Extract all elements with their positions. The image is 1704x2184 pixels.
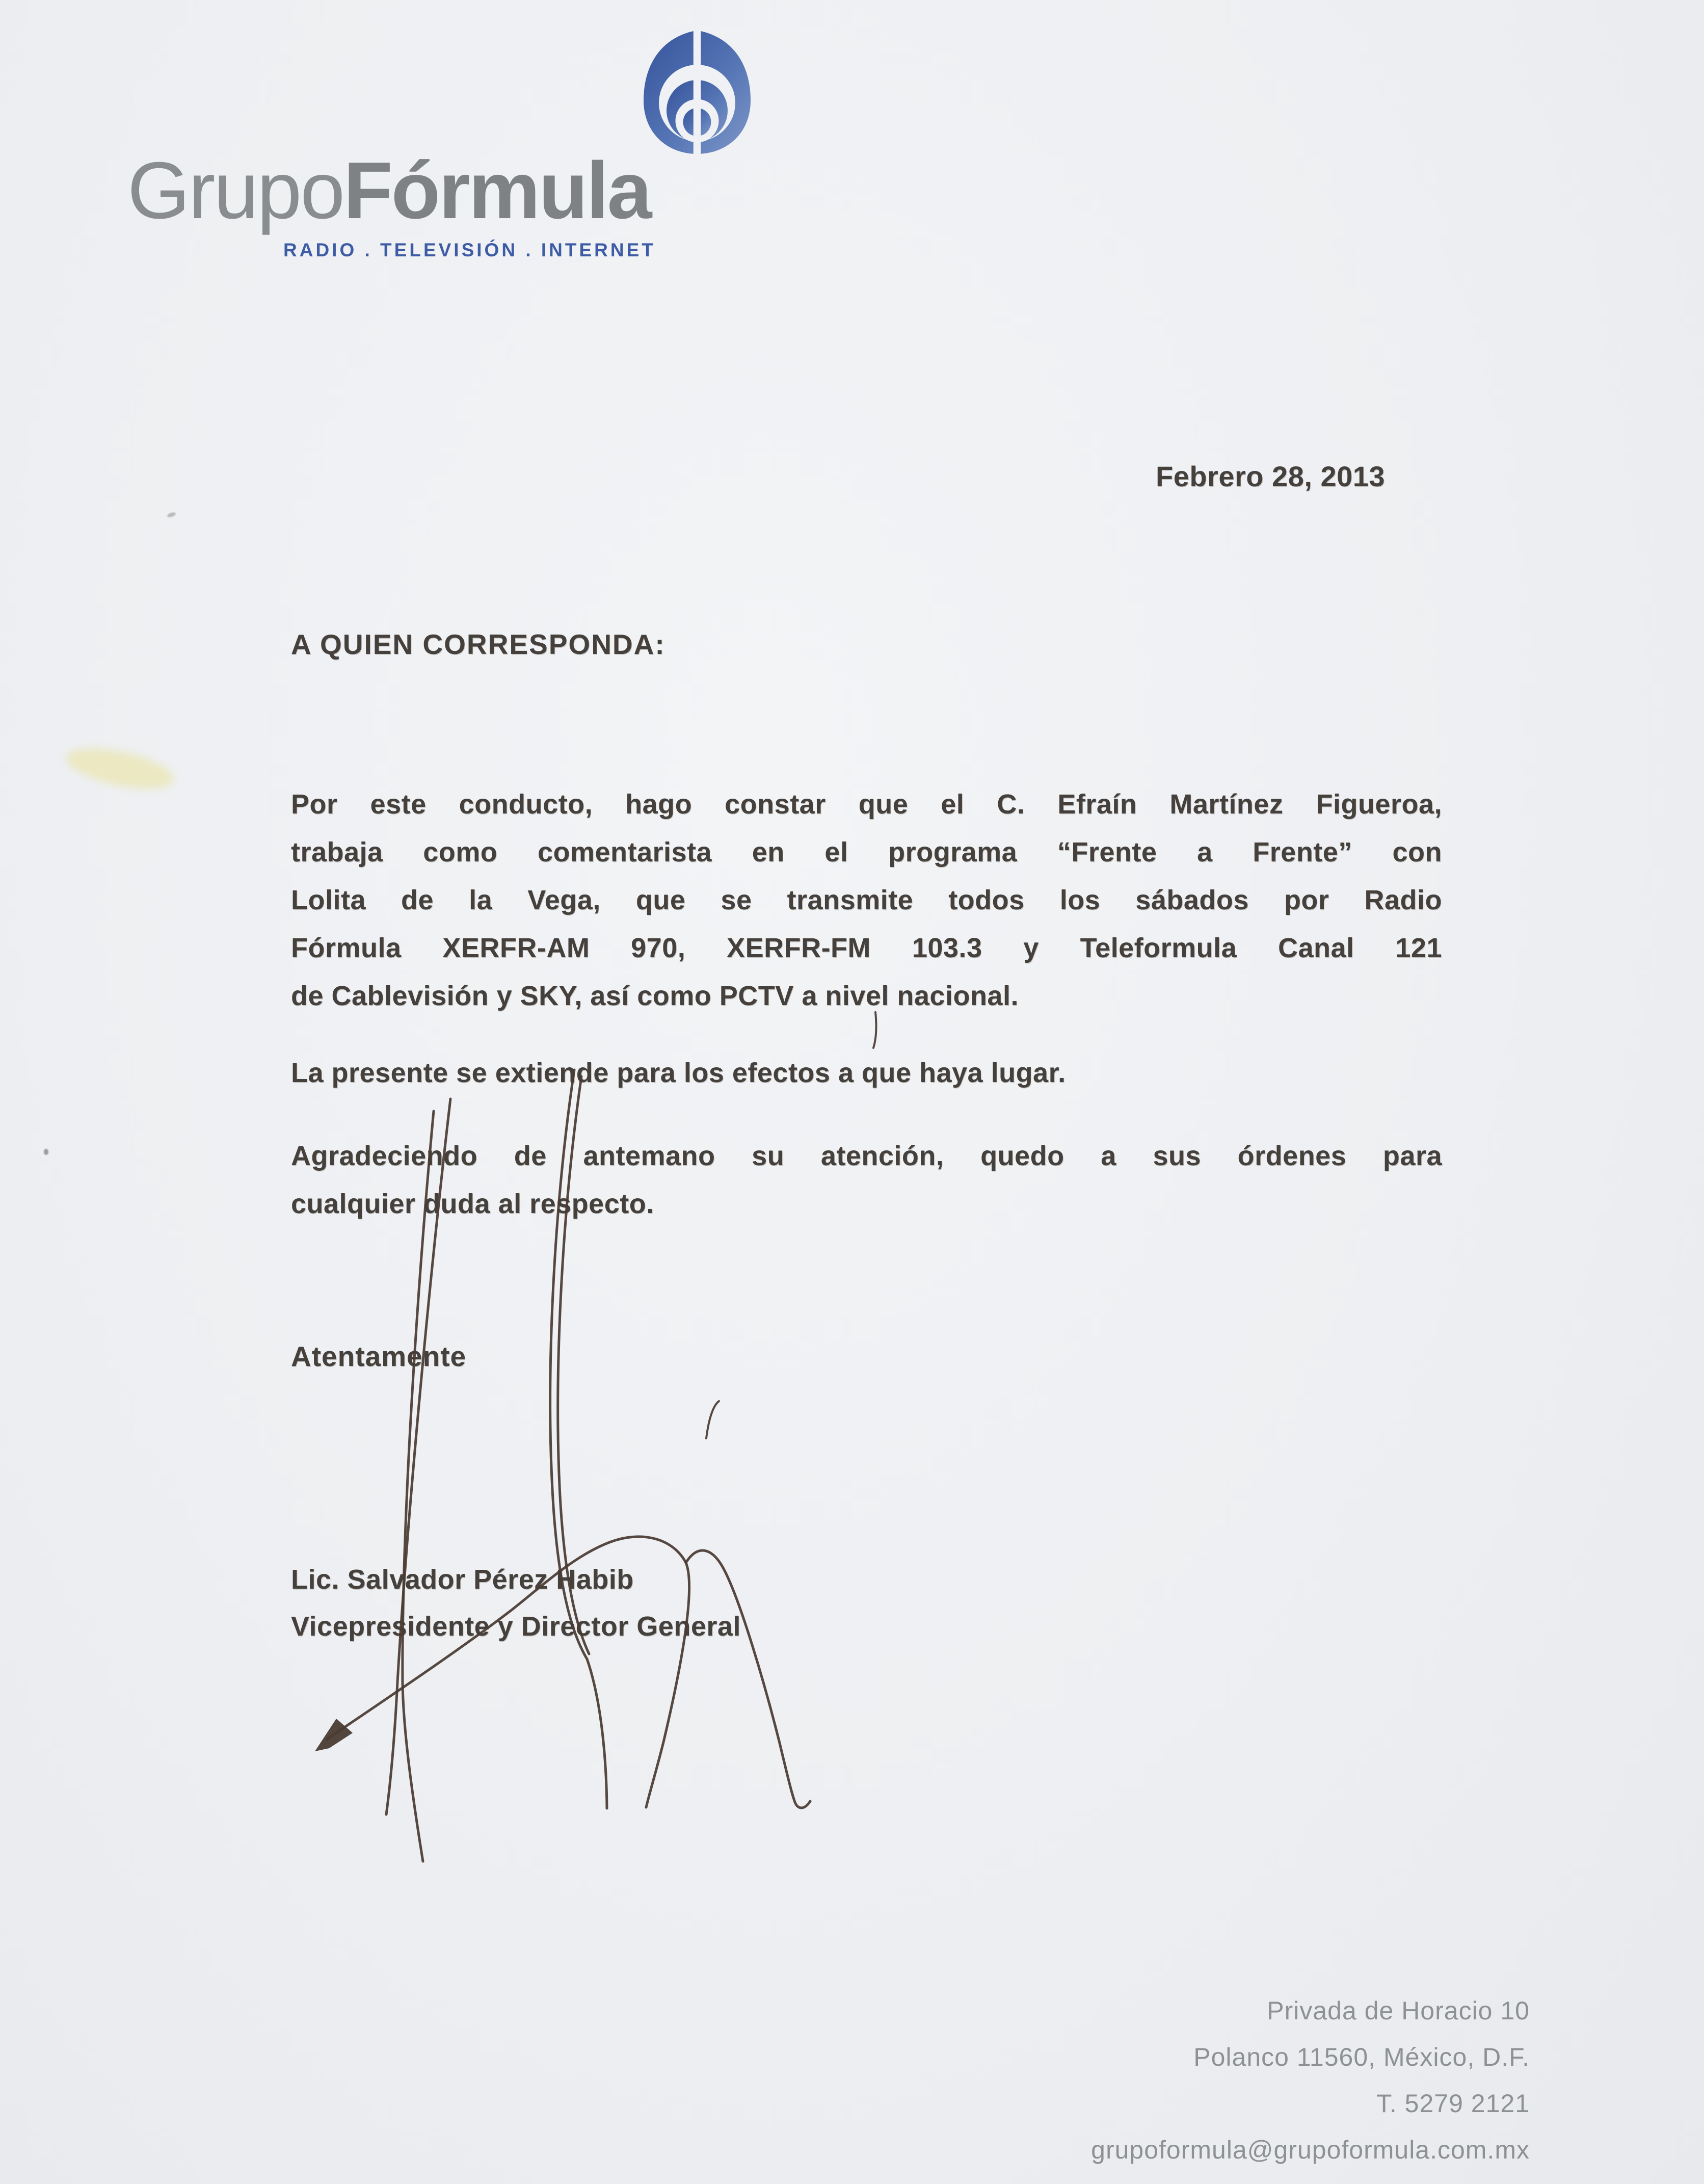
footer-line-email: grupoformula@grupoformula.com.mx xyxy=(1091,2136,1530,2164)
date-line: Febrero 28, 2013 xyxy=(1156,460,1386,492)
scan-speck xyxy=(167,512,176,518)
brand-wordmark xyxy=(127,146,651,235)
paragraph-line: Lolita de la Vega, que se transmite todos los sábados por Radio xyxy=(291,885,1442,915)
scan-speck xyxy=(44,1149,48,1155)
signer-name: Lic. Salvador Pérez Habib xyxy=(291,1564,634,1595)
paragraph-line: de Cablevisión y SKY, así como PCTV a nivel nacional. xyxy=(291,981,1019,1011)
paragraph-line: Fórmula XERFR-AM 970, XERFR-FM 103.3 y Teleformula Canal 121 xyxy=(291,933,1442,963)
brand-formula: Fórmula xyxy=(343,146,651,235)
footer-line-city: Polanco 11560, México, D.F. xyxy=(1193,2043,1530,2071)
signer-block xyxy=(291,1556,741,1650)
paragraph-line: trabaja como comentarista en el programa “Frente a Frente” con xyxy=(291,837,1442,867)
brand-grupo: Grupo xyxy=(127,146,344,235)
brand-tagline: RADIO . TELEVISIÓN . INTERNET xyxy=(283,240,656,260)
scan-smudge xyxy=(63,741,177,796)
paragraph-line: cualquier duda al respecto. xyxy=(291,1189,654,1219)
closing-salutation: Atentamente xyxy=(291,1340,467,1372)
paragraph-line: La presente se extiende para los efectos a que haya lugar. xyxy=(291,1058,1066,1088)
letter-paragraph-1 xyxy=(291,780,1442,1020)
paragraph-line: Agradeciendo de antemano su atención, quedo a sus órdenes para xyxy=(291,1141,1442,1171)
footer-line-street: Privada de Horacio 10 xyxy=(1267,1996,1530,2025)
footer-address xyxy=(1091,1988,1530,2173)
letter-paragraph-2 xyxy=(291,1049,1442,1097)
salutation: A QUIEN CORRESPONDA: xyxy=(291,628,665,660)
signer-title: Vicepresidente y Director General xyxy=(291,1611,741,1642)
letter-paragraph-3 xyxy=(291,1132,1442,1228)
radio-formula-emblem-icon xyxy=(633,27,761,167)
footer-line-phone: T. 5279 2121 xyxy=(1376,2089,1530,2118)
paragraph-line: Por este conducto, hago constar que el C. Efraín Martínez Figueroa, xyxy=(291,789,1442,820)
